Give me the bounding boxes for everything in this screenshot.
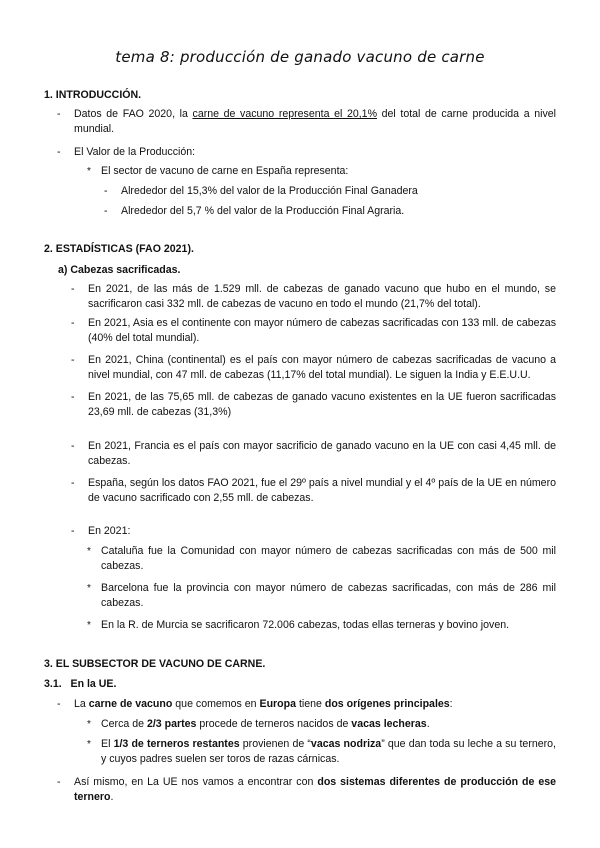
list-item: - En 2021, China (continental) es el país con mayor número de cabezas sacrificadas de vacuno a nivel mundial, con 47 mll. de cabezas (11,17% del total mundial). Le siguen la India y E.E.U.U. [88, 353, 556, 384]
list-subitem: - Alrededor del 15,3% del valor de la Producción Final Ganadera [121, 184, 418, 199]
list-subitem: * El sector de vacuno de carne en España representa: [101, 164, 348, 179]
list-item: - España, según los datos FAO 2021, fue el 29º país a nivel mundial y el 4º país de la UE en número de vacuno sacrificado con 2,55 mll. de cabezas. [88, 476, 556, 507]
list-item: - Así mismo, en La UE nos vamos a encontrar con dos sistemas diferentes de producción de ese ternero. [74, 775, 556, 806]
section-2-heading: 2. ESTADÍSTICAS (FAO 2021). [44, 243, 194, 255]
list-item: - En 2021: [88, 524, 130, 539]
list-subitem: * Cataluña fue la Comunidad con mayor número de cabezas sacrificadas con más de 500 mil cabezas. [101, 544, 556, 575]
list-item: - El Valor de la Producción: [74, 145, 195, 160]
list-item: - En 2021, Francia es el país con mayor sacrificio de ganado vacuno en la UE con casi 4,45 mll. de cabezas. [88, 439, 556, 470]
list-subitem: * El 1/3 de terneros restantes provienen de “vacas nodriza” que dan toda su leche a su ternero, y cuyos padres suelen ser toros de razas cárnicas. [101, 737, 556, 768]
list-item: - Datos de FAO 2020, la carne de vacuno representa el 20,1% del total de carne producida a nivel mundial. [74, 107, 556, 138]
underlined-text: carne de vacuno representa el 20,1% [192, 108, 377, 120]
list-item: - En 2021, Asia es el continente con mayor número de cabezas sacrificadas con 133 mll. de cabezas (40% del total mundial). [88, 316, 556, 347]
list-item: - En 2021, de las más de 1.529 mll. de cabezas de ganado vacuno que hubo en el mundo, se sacrificaron casi 332 mll. de cabezas de vacuno en todo el mundo (21,7% del total). [88, 282, 556, 313]
section-3-subheading: 3.1. En la UE. [44, 678, 117, 690]
list-item: - La carne de vacuno que comemos en Europa tiene dos orígenes principales: [74, 697, 556, 712]
list-subitem: * Cerca de 2/3 partes procede de terneros nacidos de vacas lecheras. [101, 717, 556, 732]
section-2-subheading: a) Cabezas sacrificadas. [58, 264, 181, 276]
list-subitem: - Alrededor del 5,7 % del valor de la Producción Final Agraria. [121, 204, 404, 219]
list-subitem: * En la R. de Murcia se sacrificaron 72.006 cabezas, todas ellas terneras y bovino joven. [101, 618, 556, 633]
list-item: - En 2021, de las 75,65 mll. de cabezas de ganado vacuno existentes en la UE fueron sacrificadas 23,69 mll. de cabezas (31,3%) [88, 390, 556, 421]
list-subitem: * Barcelona fue la provincia con mayor número de cabezas sacrificadas, con más de 286 mil cabezas. [101, 581, 556, 612]
page-title: tema 8: producción de ganado vacuno de carne [115, 48, 485, 66]
section-1-heading: 1. INTRODUCCIÓN. [44, 89, 142, 101]
section-3-heading: 3. EL SUBSECTOR DE VACUNO DE CARNE. [44, 658, 266, 670]
